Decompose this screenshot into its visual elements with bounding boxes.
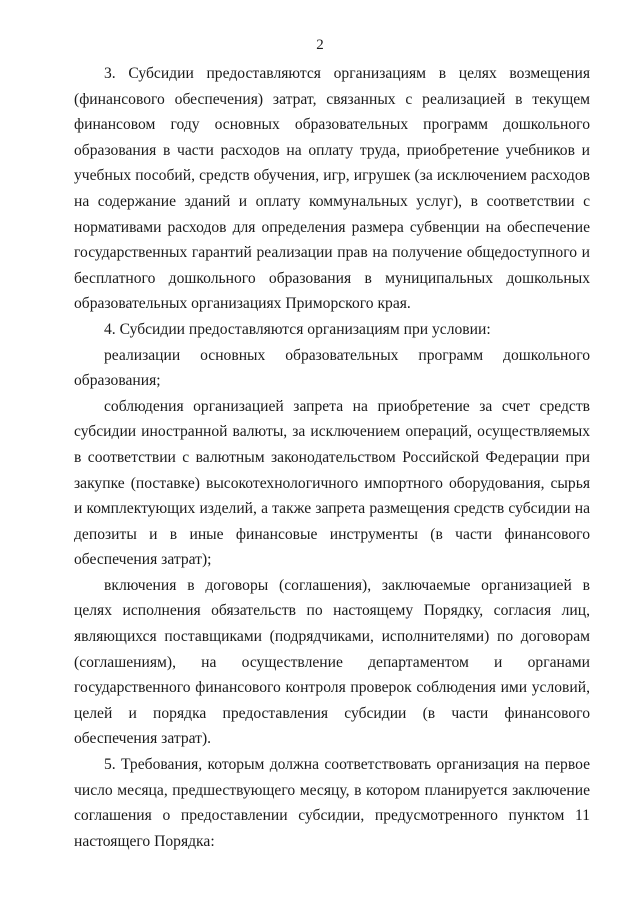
page-number: 2	[316, 37, 324, 53]
condition-contract-consent: включения в договоры (соглашения), заключаемые организацией в целях исполнения обязательств по настоящему Порядку, согласия лиц, являющихся поставщиками (подрядчиками, исполнителями) по договорам (соглашениям), на осуществление департаментом и органами государственного финансового контроля проверок соблюдения ими условий, целей и порядка предоставления субсидии (в части финансового обеспечения затрат).	[74, 576, 590, 748]
condition-currency-ban: соблюдения организацией запрета на приобретение за счет средств субсидии иностранной валюты, за исключением операций, осуществляемых в соответствии с валютным законодательством Российской Федерации при закупке (поставке) высокотехнологичного импортного оборудования, сырья и комплектующих изделий, а также запрета размещения средств субсидии на депозиты и в иные финансовые инструменты (в части финансового обеспечения затрат);	[74, 397, 590, 569]
condition-implementation: реализации основных образовательных программ дошкольного образования;	[74, 346, 590, 390]
paragraph-3-subsidy-purpose: 3. Субсидии предоставляются организациям в целях возмещения (финансового обеспечения) затрат, связанных с реализацией в текущем финансовом году основных образовательных программ дошкольного образования в части расходов на оплату труда, приобретение учебников и учебных пособий, средств обучения, игр, игрушек (за исключением расходов на содержание зданий и оплату коммунальных услуг), в соответствии с нормативами расходов для определения размера субвенции на обеспечение государственных гарантий реализации прав на получение общедоступного и бесплатного дошкольного образования в муниципальных дошкольных образовательных организациях Приморского края.	[74, 65, 590, 313]
document-body	[74, 61, 590, 854]
paragraph-4-conditions-intro: 4. Субсидии предоставляются организациям при условии:	[104, 320, 491, 338]
paragraph-5-requirements-intro: 5. Требования, которым должна соответствовать организация на первое число месяца, предшествующего месяцу, в котором планируется заключение соглашения о предоставлении субсидии, предусмотренного пунктом 11 настоящего Порядка:	[74, 756, 590, 850]
